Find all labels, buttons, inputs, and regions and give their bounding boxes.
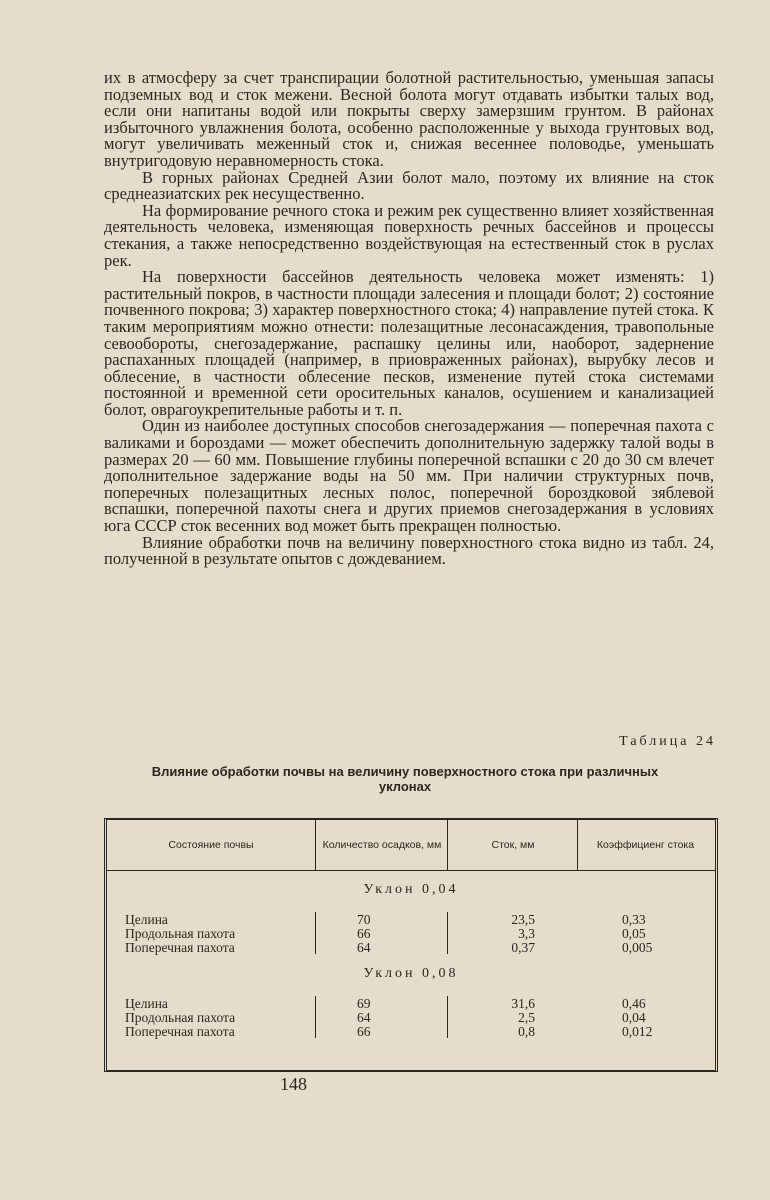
- cell-soil-state: Поперечная пахота: [125, 1024, 235, 1039]
- header-soil-state: Состояние почвы: [168, 839, 254, 851]
- table-row: [107, 996, 715, 1011]
- cell-precipitation: 70: [357, 912, 371, 927]
- cell-precipitation: 69: [357, 996, 371, 1011]
- cell-soil-state: Продольная пахота: [125, 926, 236, 941]
- cell-runoff: 23,5: [511, 912, 535, 927]
- cell-coefficient: 0,05: [622, 926, 646, 941]
- data-table: [104, 818, 718, 1072]
- table-row: [107, 912, 715, 927]
- column-divider: [315, 996, 316, 1038]
- header-precipitation: Количество осадков, мм: [315, 820, 448, 870]
- cell-soil-state: Целина: [125, 996, 168, 1011]
- table-row: [107, 1010, 715, 1025]
- cell-coefficient: 0,012: [622, 1024, 653, 1039]
- paragraph: На поверхности бассейнов деятельность человека может изменять: 1) растительный покров, в частности площади залесения и площади болот; 2) состояние почвенного покрова; 3) характер поверхностного стока; 4) направление путей стока. К таким мероприятиям можно отнести: полезащитные лесонасаждения, травопольные севообороты, снегозадержание, распашку целины или, наоборот, задернение распаханных площадей (например, в приовраженных районах), вырубку лесов и облесение, в частности облесение песков, изменение путей стока системами постоянной и временной сети оросительных каналов, осушением и канализацией болот, оврагоукрепительные работы и т. п.: [104, 267, 714, 419]
- column-divider: [315, 912, 316, 954]
- cell-runoff: 0,8: [518, 1024, 535, 1039]
- slope-group-label: Уклон 0,08: [363, 966, 459, 981]
- cell-precipitation: 66: [357, 1024, 371, 1039]
- cell-runoff: 31,6: [511, 996, 535, 1011]
- cell-soil-state: Поперечная пахота: [125, 940, 235, 955]
- paragraph: В горных районах Средней Азии болот мало, поэтому их влияние на сток среднеазиатских рек несущественно.: [104, 167, 714, 204]
- header-runoff-coefficient: Коэффициенг стока: [577, 820, 713, 870]
- table-label: Таблица 24: [619, 734, 716, 749]
- table-row: [107, 1024, 715, 1039]
- header-runoff: Сток, мм: [447, 820, 578, 870]
- cell-coefficient: 0,46: [622, 996, 646, 1011]
- slope-group-label: Уклон 0,04: [363, 882, 459, 897]
- column-divider: [447, 996, 448, 1038]
- cell-precipitation: 64: [357, 1010, 371, 1025]
- table-header: [107, 820, 715, 871]
- cell-runoff: 2,5: [518, 1010, 535, 1025]
- paragraph: На формирование речного стока и режим рек существенно влияет хозяйственная деятельность человека, изменяющая поверхность речных бассейнов и процессы стекания, а также непосредственно воздействующая на естественный сток в руслах рек.: [104, 200, 714, 270]
- body-text: [104, 70, 714, 568]
- cell-precipitation: 66: [357, 926, 371, 941]
- cell-coefficient: 0,04: [622, 1010, 646, 1025]
- cell-precipitation: 64: [357, 940, 371, 955]
- cell-soil-state: Продольная пахота: [125, 1010, 236, 1025]
- paragraph: Влияние обработки почв на величину поверхностного стока видно из табл. 24, полученной в результате опытов с дождеванием.: [104, 532, 714, 569]
- table-row: [107, 926, 715, 941]
- paragraph: Один из наиболее доступных способов снегозадержания — поперечная пахота с валиками и бороздами — может обеспечить дополнительную задержку талой воды в размерах 20 — 60 мм. Повышение глубины поперечной вспашки с 20 до 30 см влечет дополнительное задержание воды на 50 мм. При наличии структурных почв, поперечных полезащитных лесных полос, поперечной бороздковой зяблевой вспашки, поперечной пахоты снега и других приемов снегозадержания в условиях юга СССР сток весенних вод может быть прекращен полностью.: [104, 416, 714, 536]
- cell-runoff: 0,37: [511, 940, 535, 955]
- cell-coefficient: 0,33: [622, 912, 646, 927]
- column-divider: [447, 912, 448, 954]
- page-number: 148: [280, 1074, 307, 1094]
- table-caption: Влияние обработки почвы на величину поверхностного стока при различных уклонах: [151, 764, 659, 794]
- cell-soil-state: Целина: [125, 912, 168, 927]
- cell-coefficient: 0,005: [622, 940, 653, 955]
- table-row: [107, 940, 715, 955]
- paragraph: их в атмосферу за счет транспирации болотной растительностью, уменьшая запасы подземных вод и сток межени. Весной болота могут отдавать избытки талых вод, если они напитаны водой или покрыты сверху замерзшим грунтом. В районах избыточного увлажнения болота, особенно расположенные у выхода грунтовых вод, могут увеличивать меженный сток и, снижая весеннее половодье, уменьшать внутригодовую неравномерность стока.: [104, 68, 714, 170]
- cell-runoff: 3,3: [518, 926, 535, 941]
